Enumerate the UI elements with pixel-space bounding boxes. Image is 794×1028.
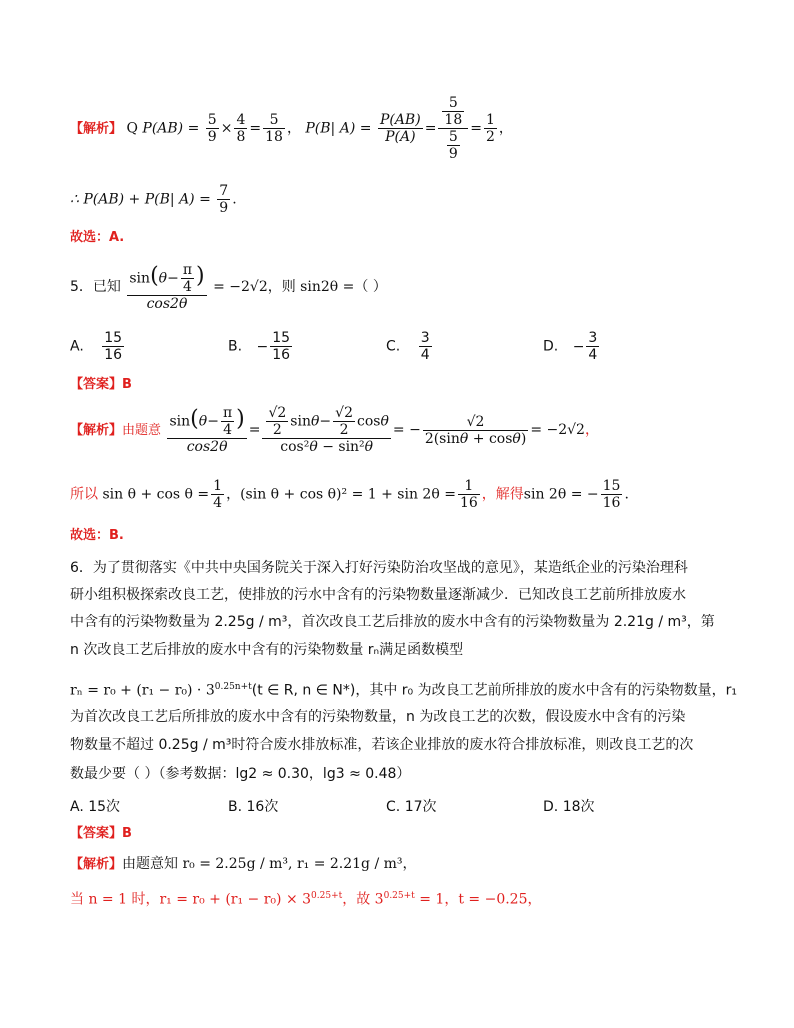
q6-option-d[interactable]: D. 18次 bbox=[543, 799, 595, 815]
q5-stem: 5．已知 sin(θ− $\frac{\pi}{4}$ ) cos2θ = −2√2，则 sin2θ =（ ） bbox=[70, 262, 387, 312]
q5-answer: 【答案】B bbox=[70, 377, 132, 392]
expr-pba: P(B| A) = bbox=[305, 120, 372, 137]
frac-1-2: $\frac{1}{2}$ bbox=[485, 112, 495, 145]
q6-option-c[interactable]: C. 17次 bbox=[386, 799, 437, 815]
frac-7-9: $\frac{7}{9}$ bbox=[219, 183, 229, 216]
frac-5-18: $\frac{5}{18}$ bbox=[265, 112, 283, 145]
q6-answer: 【答案】B bbox=[70, 826, 132, 841]
q6-para-5: $r_n = r_0 + (r_1 - r_0) \cdot 3^{0.25n+t}(t$ ∈ R, n ∈ N*)，其中 r₀ 为改良工艺前所排放的废水中含有的污染物数量，r₁ bbox=[70, 682, 737, 699]
frac-4-8: $\frac{4}{8}$ bbox=[236, 112, 246, 145]
q5-option-d[interactable]: D. − $\frac{3}{4}$ bbox=[543, 330, 598, 363]
q5-solution-2: 所以 sin θ + cos θ = $\frac{1}{4}$ ，(sin θ + cos θ)² = 1 + sin 2θ = $\frac{1}{16}$ ，解得sin 2θ = − $\frac{15}{16}$ . bbox=[70, 478, 629, 511]
frac-pab-pa: $\frac{P(AB)}{P(A)}$ bbox=[379, 112, 421, 145]
q6-para-3: 中含有的污染物数量为 2.25g / m³，首次改良工艺后排放的废水中含有的污染物数量为 2.21g / m³，第 bbox=[70, 614, 715, 630]
expr-pab: P(AB) = bbox=[142, 120, 200, 137]
solution-line-2: ∴ P(AB) + P(B| A) = $\frac{7}{9}$ . bbox=[70, 183, 237, 216]
q5-option-a[interactable]: A. $\frac{15}{16}$ bbox=[70, 330, 123, 363]
choose-a: 故选：A. bbox=[70, 230, 125, 245]
q6-option-b[interactable]: B. 16次 bbox=[228, 799, 279, 815]
jiexi-tag: 【解析】 bbox=[70, 121, 123, 137]
q5-option-b[interactable]: B. − $\frac{15}{16}$ bbox=[228, 330, 291, 363]
q5-solution-1: 【解析】由题意 sin(θ− $\frac{\pi}{4}$ ) cos2θ = $\frac{√2}{2}$ sinθ− $\frac{√2}{2}$ cosθ cos²θ − sin²θ = − $\frac{√2}{2(\sin\theta + \cos\theta)}$ = −2√2， bbox=[70, 405, 599, 455]
q6-para-7: 物数量不超过 0.25g / m³时符合废水排放标准，若该企业排放的废水符合排放标准，则改良工艺的次 bbox=[70, 737, 694, 753]
q6-para-1: 6．为了贯彻落实《中共中央国务院关于深入打好污染防治攻坚战的意见》，某造纸企业的污染治理科 bbox=[70, 560, 688, 576]
frac-5-9: $\frac{5}{9}$ bbox=[207, 112, 217, 145]
q5-option-c[interactable]: C. $\frac{3}{4}$ bbox=[386, 330, 430, 363]
q6-para-2: 研小组积极探索改良工艺，使排放的污水中含有的污染物数量逐渐减少．已知改良工艺前所排放废水 bbox=[70, 587, 686, 603]
q6-para-8: 数最少要（ ）（参考数据：lg2 ≈ 0.30，lg3 ≈ 0.48） bbox=[70, 766, 411, 782]
q6-option-a[interactable]: A. 15次 bbox=[70, 799, 121, 815]
frac-compound: $\frac{\frac{5}{18}}{\frac{5}{9}}$ bbox=[438, 95, 468, 162]
choose-b: 故选：B. bbox=[70, 528, 124, 543]
q5-fraction: sin(θ− $\frac{\pi}{4}$ ) cos2θ bbox=[129, 262, 205, 312]
q6-para-6: 为首次改良工艺后所排放的废水中含有的污染物数量，n 为改良工艺的次数，假设废水中含有的污染 bbox=[70, 709, 686, 725]
solution-line-1: 【解析】 Q P(AB) = $\frac{5}{9}$ × $\frac{4}{8}$ = $\frac{5}{18}$ ， P(B| A) = $\frac{P(AB)}{P(A)}$ = $\frac{\frac{5}{18}}{\frac{5}{9}}$ = $\frac{1}{2}$ ， bbox=[70, 95, 513, 162]
because-symbol: Q bbox=[126, 120, 138, 137]
q6-para-4: n 次改良工艺后排放的废水中含有的污染物数量 rₙ满足函数模型 bbox=[70, 642, 464, 658]
q6-solution-1: 【解析】由题意知 r₀ = 2.25g / m³, r₁ = 2.21g / m³， bbox=[70, 856, 417, 872]
q6-solution-2: 当 n = 1 时，$r_1 = r_0 + (r_1 - r_0) \times 3^{0.25+t}$，故 $3^{0.25+t} = 1$，t = −0.25， bbox=[70, 891, 542, 908]
